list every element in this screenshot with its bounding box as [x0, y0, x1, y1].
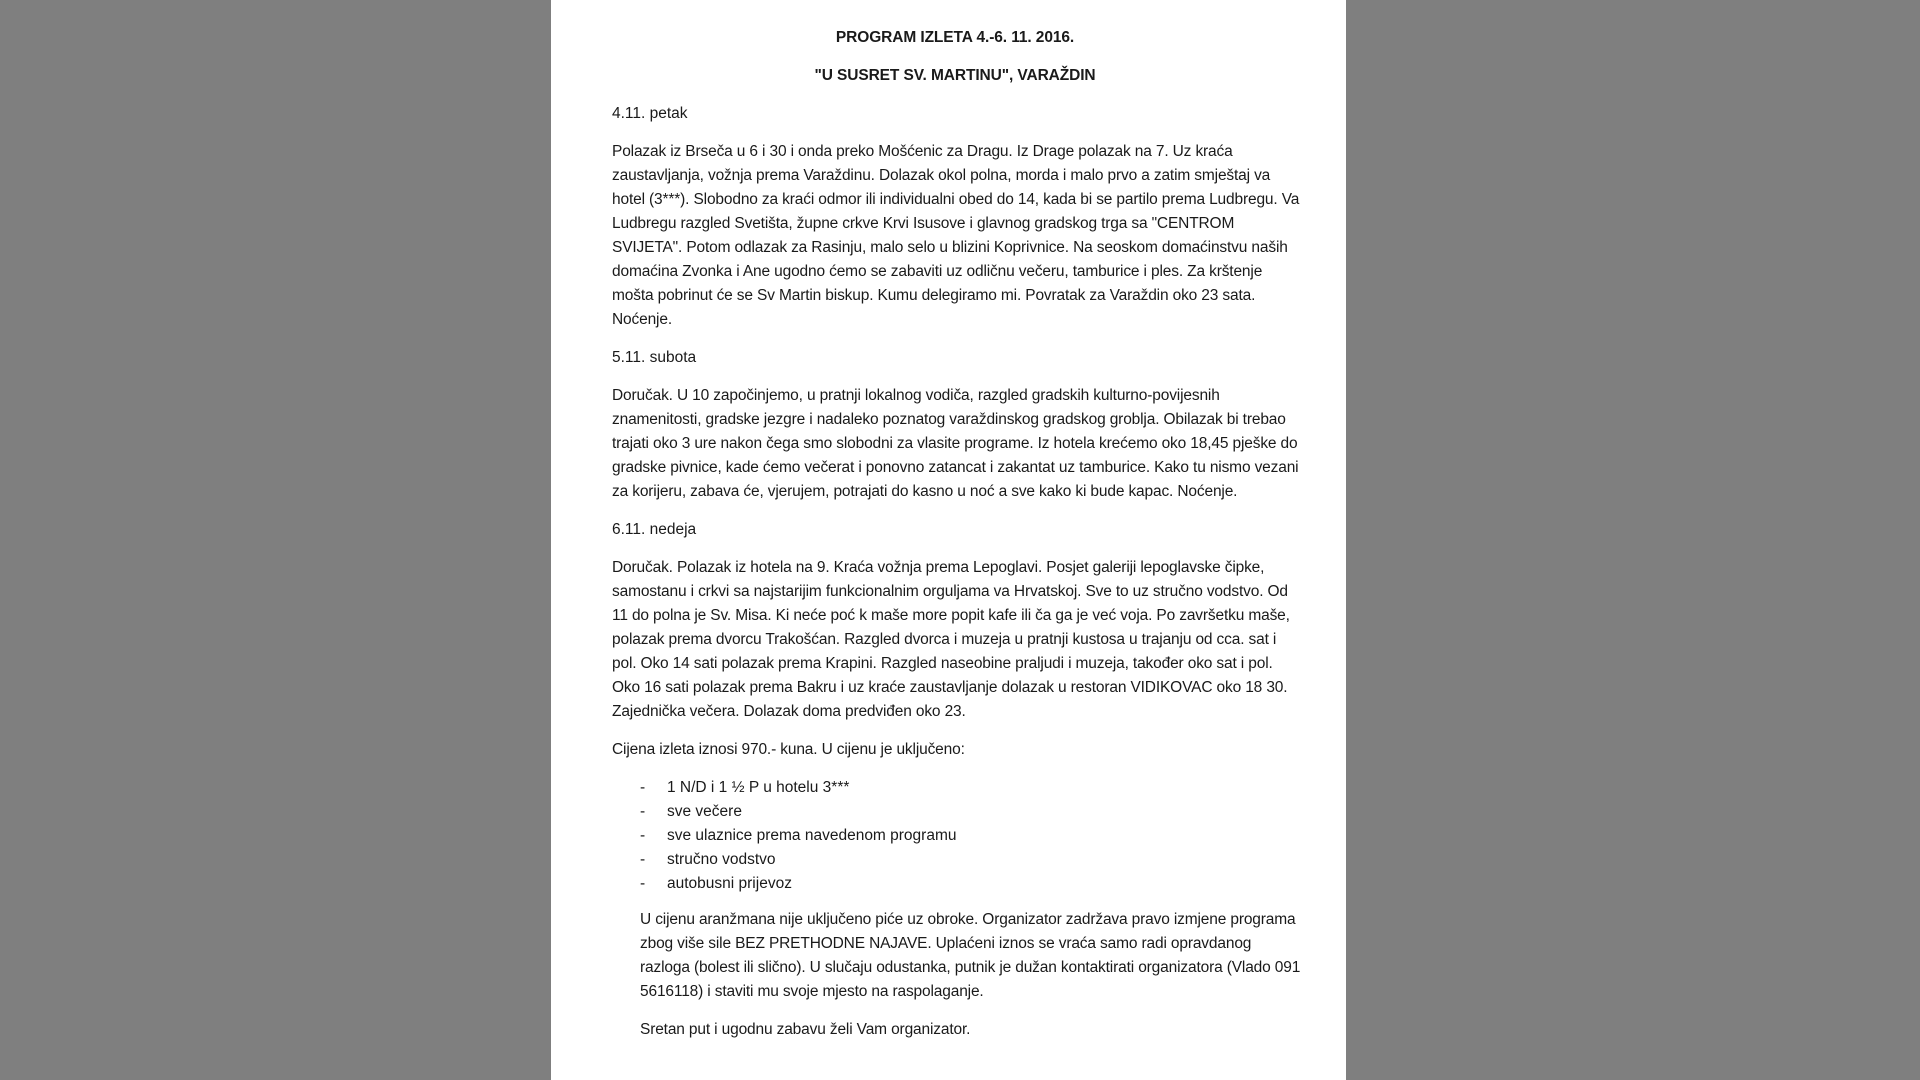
includes-list [612, 776, 1304, 896]
list-item [640, 824, 1304, 848]
price-text: Cijena izleta iznosi 970.- kuna. U cijenu je uključeno: [612, 741, 965, 758]
list-item-text: sve večere [667, 803, 742, 820]
list-item [640, 800, 1304, 824]
list-item-text: stručno vodstvo [667, 851, 776, 868]
day-heading-friday: 4.11. petak [612, 105, 688, 122]
list-dash: - [640, 875, 646, 892]
list-item [640, 776, 1304, 800]
document-page [551, 0, 1346, 1080]
list-dash: - [640, 779, 646, 796]
list-item-text: autobusni prijevoz [667, 875, 792, 892]
notes-text: U cijenu aranžmana nije uključeno piće uz obroke. Organizator zadržava pravo izmjene programa zbog više sile BEZ PRETHODNE NAJAVE. Uplaćeni iznos se vraća samo radi opravdanog razloga (bolest ili slično). U slučaju odustanka, putnik je dužan kontaktirati organizatora (Vlado 091 5616118) i staviti mu svoje mjesto na raspolaganje. [640, 911, 1301, 1000]
list-dash: - [640, 851, 646, 868]
document-title: PROGRAM IZLETA 4.-6. 11. 2016. [835, 29, 1075, 46]
list-item-text: 1 N/D i 1 ½ P u hotelu 3*** [667, 779, 850, 796]
closing-text: Sretan put i ugodnu zabavu želi Vam organizator. [640, 1021, 971, 1038]
document-subtitle: "U SUSRET SV. MARTINU", VARAŽDIN [814, 67, 1096, 84]
day-heading-saturday: 5.11. subota [612, 349, 697, 366]
day-heading-sunday: 6.11. nedeja [612, 521, 697, 538]
list-dash: - [640, 827, 646, 844]
day-text-sunday: Doručak. Polazak iz hotela na 9. Kraća vožnja prema Lepoglavi. Posjet galeriji lepoglavske čipke, samostanu i crkvi sa najstarijim funkcionalnim orguljama va Hrvatskoj. Sve to uz stručno vodstvo. Od 11 do polna je Sv. Misa. Ki neće poć k maše more popit kafe ili ča ga je već voja. Po završetku maše, polazak prema dvorcu Trakošćan. Razgled dvorca i muzeja u pratnji kustosa u trajanju od cca. sat i pol. Oko 14 sati polazak prema Krapini. Razgled naseobine praljudi i muzeja, također oko sat i pol. Oko 16 sati polazak prema Bakru i uz kraće zaustavljanje dolazak u restoran VIDIKOVAC oko 18 30. Zajednička večera. Dolazak doma predviđen oko 23. [612, 559, 1290, 720]
list-item [640, 872, 1304, 896]
list-item [640, 848, 1304, 872]
list-item-text: sve ulaznice prema navedenom programu [667, 827, 957, 844]
list-dash: - [640, 803, 646, 820]
day-text-friday: Polazak iz Brseča u 6 i 30 i onda preko Mošćenic za Dragu. Iz Drage polazak na 7. Uz kraća zaustavljanja, vožnja prema Varaždinu. Dolazak okol polna, morda i malo prvo a zatim smještaj va hotel (3***). Slobodno za kraći odmor ili individualni obed do 14, kada bi se partilo prema Ludbregu. Va Ludbregu razgled Svetišta, župne crkve Krvi Isusove i glavnog gradskog trga sa "CENTROM SVIJETA". Potom odlazak za Rasinju, malo selo u blizini Koprivnice. Na seoskom domaćinstvu naših domaćina Zvonka i Ane ugodno ćemo se zabaviti uz odličnu večeru, tamburice i ples. Za krštenje mošta pobrinut će se Sv Martin biskup. Kumu delegiramo mi. Povratak za Varaždin oko 23 sata. Noćenje. [612, 143, 1300, 328]
day-text-saturday: Doručak. U 10 započinjemo, u pratnji lokalnog vodiča, razgled gradskih kulturno-povijesnih znamenitosti, gradske jezgre i nadaleko poznatog varaždinskog gradskog groblja. Obilazak bi trebao trajati oko 3 ure nakon čega smo slobodni za vlasite programe. Iz hotela krećemo oko 18,45 pješke do gradske pivnice, kade ćemo večerat i ponovno zatancat i zakantat uz tamburice. Kako tu nismo vezani za korijeru, zabava će, vjerujem, potrajati do kasno u noć a sve kako ki bude kapac. Noćenje. [612, 387, 1299, 500]
